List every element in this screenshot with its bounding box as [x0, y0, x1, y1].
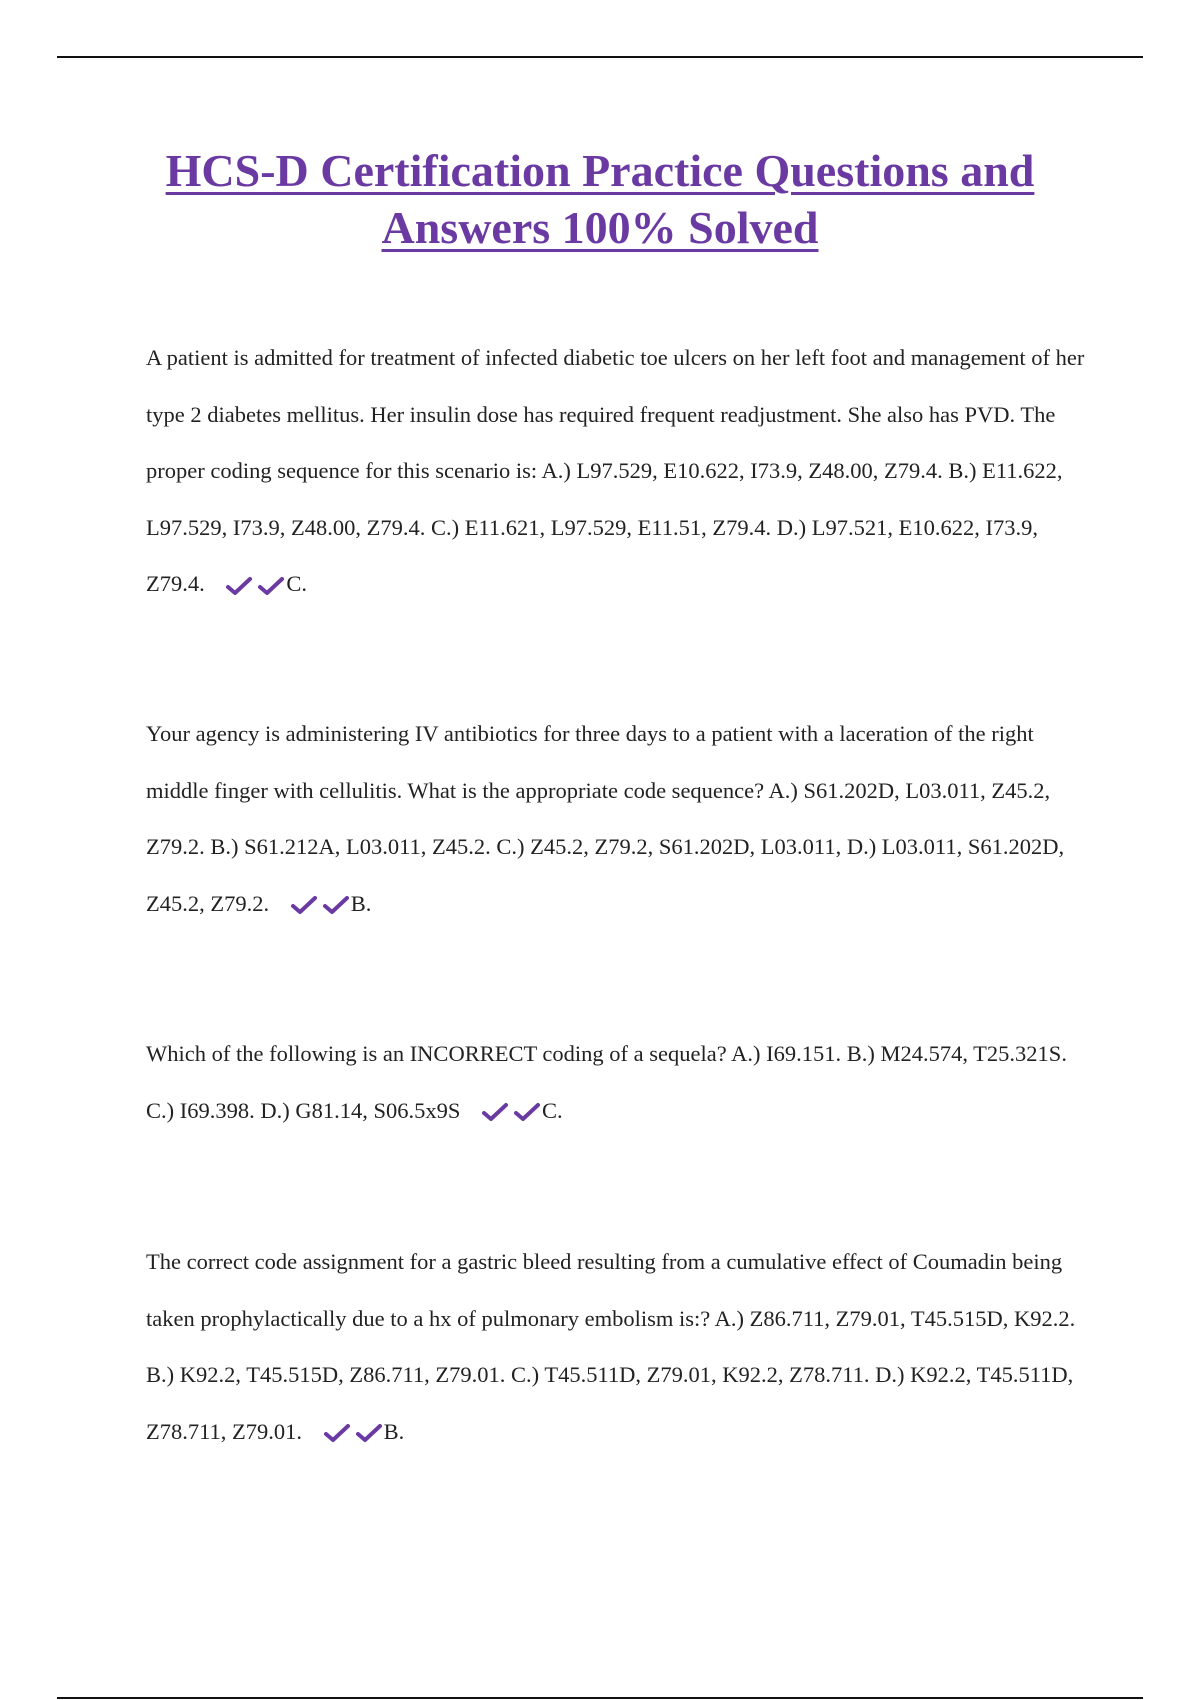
- question-block-1: [146, 330, 1096, 614]
- question-text: The correct code assignment for a gastric bleed resulting from a cumulative effect of Coumadin being taken prophylactically due to a hx of pulmonary embolism is:? A.) Z86.711, Z79.01, T45.515D, K92.2. B.) K92.2, T45.515D, Z86.711, Z79.01. C.) T45.511D, Z79.01, K92.2, Z78.711. D.) K92.2, T45.511D, Z78.711, Z79.01.: [146, 1249, 1076, 1444]
- title-line-1: HCS-D Certification Practice Questions and: [165, 145, 1035, 196]
- answer-text: C.: [542, 1097, 563, 1123]
- check-icon: [324, 1423, 350, 1443]
- question-text: Which of the following is an INCORRECT coding of a sequela? A.) I69.151. B.) M24.574, T25.321S. C.) I69.398. D.) G81.14, S06.5x9S: [146, 1041, 1067, 1123]
- answer-checkmarks: [324, 1405, 388, 1462]
- answer-text: B.: [383, 1418, 405, 1444]
- check-icon: [226, 576, 252, 596]
- check-icon: [356, 1423, 382, 1443]
- bottom-rule: [57, 1697, 1143, 1699]
- check-icon: [514, 1102, 540, 1122]
- question-block-2: [146, 706, 1096, 934]
- check-icon: [258, 576, 284, 596]
- top-rule: [57, 56, 1143, 58]
- answer-text: C.: [286, 571, 308, 596]
- answer-text: B.: [350, 890, 372, 916]
- check-icon: [291, 895, 317, 915]
- question-block-3: [146, 1026, 1096, 1141]
- answer-checkmarks: [291, 877, 355, 934]
- answer-checkmarks: [226, 558, 290, 615]
- question-text: Your agency is administering IV antibiotics for three days to a patient with a laceration of the right middle finger with cellulitis. What is the appropriate code sequence? A.) S61.202D, L03.011, Z45.2, Z79.2. B.) S61.212A, L03.011, Z45.2. C.) Z45.2, Z79.2, S61.202D, L03.011, D.) L03.011, S61.202D, Z45.2, Z79.2.: [146, 721, 1065, 916]
- check-icon: [323, 895, 349, 915]
- answer-checkmarks: [482, 1084, 546, 1141]
- check-icon: [482, 1102, 508, 1122]
- question-text: A patient is admitted for treatment of infected diabetic toe ulcers on her left foot and management of her type 2 diabetes mellitus. Her insulin dose has required frequent readjustment. She also has PVD. The proper coding sequence for this scenario is: A.) L97.529, E10.622, I73.9, Z48.00, Z79.4. B.) E11.622, L97.529, I73.9, Z48.00, Z79.4. C.) E11.621, L97.529, E11.51, Z79.4. D.) L97.521, E10.622, I73.9, Z79.4.: [146, 345, 1085, 596]
- document-title: [60, 142, 1140, 256]
- title-line-2: Answers 100% Solved: [381, 202, 819, 253]
- question-block-4: [146, 1234, 1096, 1462]
